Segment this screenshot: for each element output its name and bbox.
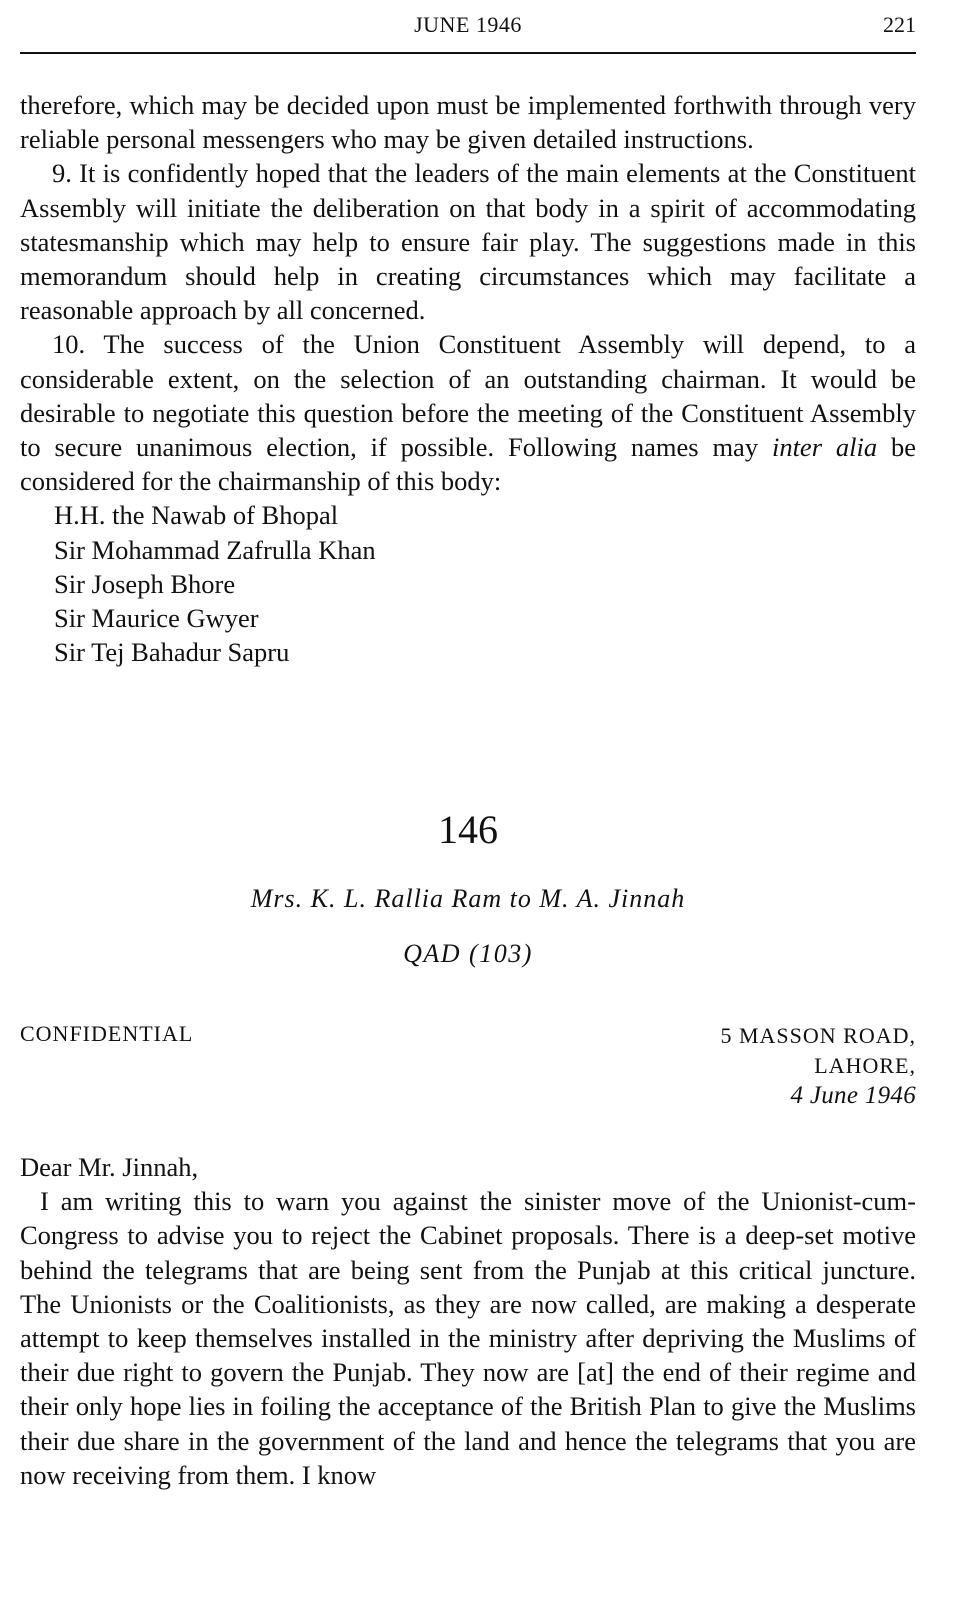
paragraph-9: 9. It is confidently hoped that the leaders of the main elements at the Constituent Assembly will initiate the deliberation on that body in a spirit of accommodating statesmanship which may help to ensure fair play. The suggestions made in this memorandum should help in creating circumstances which may facilitate a reasonable approach by all concerned.	[20, 158, 916, 326]
paragraph-10-italic: inter alia	[771, 432, 878, 463]
continuation-paragraph: therefore, which may be decided upon must be implemented forthwith through very reliable personal messengers who may be given detailed instructions.	[20, 90, 916, 155]
list-item: Sir Maurice Gwyer	[54, 603, 259, 634]
letter-date: 4 June 1946	[790, 1082, 916, 1109]
running-head	[20, 10, 916, 40]
header-rule	[20, 52, 916, 54]
document-heading: Mrs. K. L. Rallia Ram to M. A. Jinnah	[250, 884, 686, 913]
running-title: JUNE 1946	[414, 12, 522, 37]
address-line-1: 5 MASSON ROAD,	[720, 1023, 916, 1048]
list-item: Sir Mohammad Zafrulla Khan	[54, 534, 376, 565]
memorandum-text	[20, 88, 916, 669]
salutation: Dear Mr. Jinnah,	[20, 1152, 199, 1182]
sender-address	[720, 1021, 916, 1111]
document-source: QAD (103)	[403, 939, 533, 968]
paragraph-10-part1: 10. The success of the Union Constituent Assembly will depend, to a considerable extent, on the selection of an outstanding chairman. It would be desirable to negotiate this question before the meeting of the Constituent Assembly to secure unanimous election, if possible. Following names may	[20, 329, 916, 463]
document-page	[20, 0, 916, 1624]
list-item: Sir Tej Bahadur Sapru	[54, 637, 290, 668]
paragraph-10-part2: be considered for the chairmanship of this body:	[20, 432, 916, 497]
page-number: 221	[883, 12, 916, 37]
classification-label: CONFIDENTIAL	[20, 1021, 194, 1046]
chairman-names-list	[20, 498, 916, 669]
paragraph-10	[20, 327, 916, 498]
list-item: H.H. the Nawab of Bhopal	[54, 500, 339, 531]
letter-body: I am writing this to warn you against the sinister move of the Unionist-cum-Congress to advise you to reject the Cabinet proposals. There is a deep-set motive behind the telegrams that are being sent from the Punjab at this critical juncture. The Unionists or the Coalitionists, as they are now called, are making a desperate attempt to keep themselves installed in the ministry after depriving the Muslims of their due right to govern the Punjab. They now are [at] the end of their regime and their only hope lies in foiling the acceptance of the British Plan to give the Muslims their due share in the government of the land and hence the telegrams that you are now receiving from them. I know	[20, 1186, 916, 1490]
address-line-2: LAHORE,	[814, 1053, 916, 1078]
list-item: Sir Joseph Bhore	[54, 568, 236, 599]
letter-text	[20, 1150, 916, 1492]
document-number: 146	[438, 807, 498, 852]
